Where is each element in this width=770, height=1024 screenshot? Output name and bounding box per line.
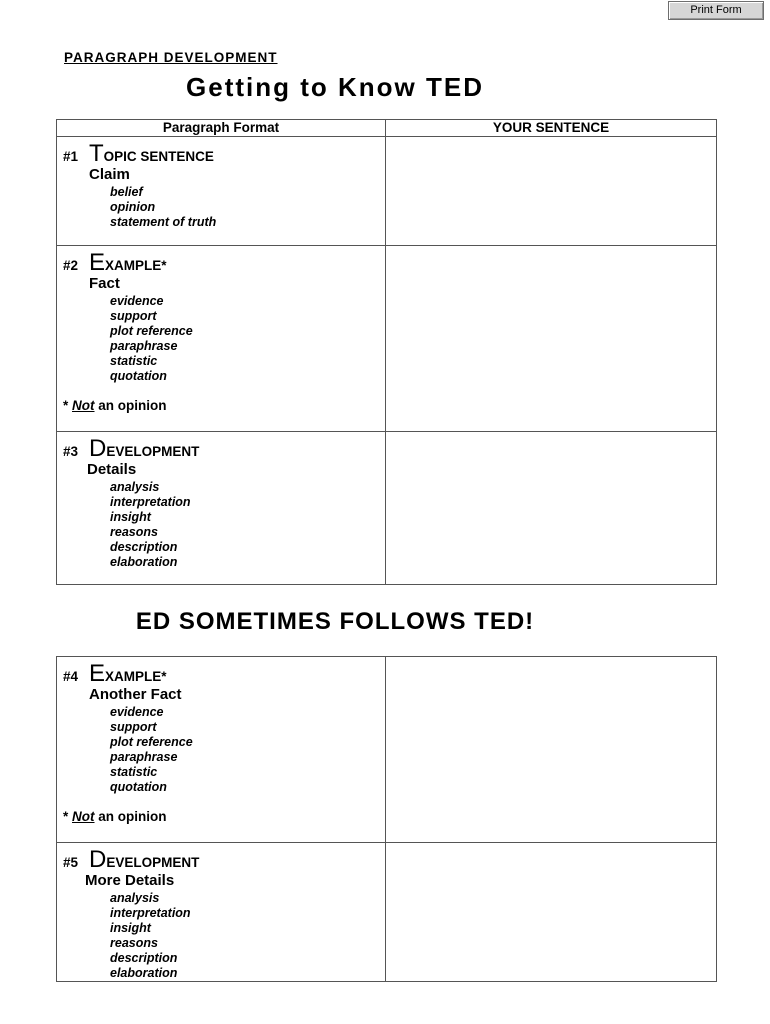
row-heading [63, 140, 385, 168]
banner-heading [0, 608, 770, 636]
your-sentence-field-5[interactable] [386, 843, 717, 982]
row-title: XAMPLE* [105, 258, 167, 273]
page-title [0, 72, 770, 103]
list-item: interpretation [110, 906, 191, 920]
list-item: quotation [110, 780, 167, 794]
list-item: paraphrase [110, 750, 178, 764]
row-title: EVELOPMENT [106, 444, 200, 459]
row-initial: E [89, 249, 106, 276]
row-heading [63, 660, 385, 688]
note-rest: an opinion [94, 809, 167, 824]
section-label: PARAGRAPH DEVELOPMENT [64, 50, 278, 65]
note-star: * [63, 809, 73, 824]
row-initial: D [89, 846, 107, 873]
list-item: quotation [110, 369, 167, 383]
row-subtitle: Details [87, 461, 137, 478]
format-cell-development-2 [57, 843, 386, 982]
ed-table [56, 656, 717, 982]
format-cell-example-2 [57, 657, 386, 843]
table-row-development-2 [57, 843, 717, 982]
list-item: paraphrase [110, 339, 178, 353]
format-cell-example [57, 246, 386, 432]
list-item: statement of truth [110, 215, 217, 229]
list-item: insight [110, 510, 151, 524]
format-cell-topic [57, 137, 386, 246]
word-list [63, 480, 385, 570]
page-title-text: Getting to Know TED [186, 72, 484, 102]
row-subtitle: Another Fact [89, 686, 182, 703]
row-subtitle: More Details [85, 872, 175, 889]
your-sentence-field-4[interactable] [386, 657, 717, 843]
not-an-opinion-note [63, 398, 385, 413]
word-list [63, 891, 385, 981]
row-title: OPIC SENTENCE [103, 149, 214, 164]
list-item: opinion [110, 200, 156, 214]
row-number: #2 [63, 258, 79, 273]
list-item: insight [110, 921, 151, 935]
not-an-opinion-note [63, 809, 385, 824]
row-heading [63, 846, 385, 874]
row-heading [63, 435, 385, 463]
your-sentence-field-1[interactable] [386, 137, 717, 246]
row-title: XAMPLE* [105, 669, 167, 684]
note-not: Not [72, 398, 95, 413]
list-item: support [110, 720, 157, 734]
row-initial: E [89, 660, 106, 687]
row-initial: D [89, 435, 107, 462]
list-item: analysis [110, 891, 160, 905]
table-row-development [57, 432, 717, 585]
row-number: #4 [63, 669, 79, 684]
row-subtitle: Fact [89, 275, 120, 292]
list-item: reasons [110, 525, 158, 539]
row-initial: T [89, 140, 104, 167]
row-number: #5 [63, 855, 79, 870]
banner-text: ED SOMETIMES FOLLOWS TED! [135, 608, 535, 635]
format-cell-development [57, 432, 386, 585]
word-list [63, 705, 385, 795]
header-your-sentence: YOUR SENTENCE [386, 120, 717, 137]
list-item: description [110, 540, 178, 554]
list-item: reasons [110, 936, 158, 950]
row-heading [63, 249, 385, 277]
list-item: elaboration [110, 555, 178, 569]
word-list [63, 185, 385, 230]
table-row-topic [57, 137, 717, 246]
note-star: * [63, 398, 73, 413]
print-form-button[interactable]: Print Form [668, 1, 764, 20]
list-item: evidence [110, 705, 164, 719]
row-number: #1 [63, 149, 79, 164]
list-item: belief [110, 185, 143, 199]
table-row-example [57, 246, 717, 432]
note-rest: an opinion [94, 398, 167, 413]
row-subtitle: Claim [89, 166, 130, 183]
row-number: #3 [63, 444, 79, 459]
header-paragraph-format: Paragraph Format [57, 120, 386, 137]
list-item: support [110, 309, 157, 323]
note-not: Not [72, 809, 95, 824]
your-sentence-field-3[interactable] [386, 432, 717, 585]
list-item: plot reference [110, 735, 193, 749]
list-item: evidence [110, 294, 164, 308]
ted-table [56, 119, 717, 585]
list-item: description [110, 951, 178, 965]
list-item: statistic [110, 765, 158, 779]
list-item: analysis [110, 480, 160, 494]
list-item: elaboration [110, 966, 178, 980]
row-title: EVELOPMENT [106, 855, 200, 870]
list-item: interpretation [110, 495, 191, 509]
list-item: statistic [110, 354, 158, 368]
list-item: plot reference [110, 324, 193, 338]
your-sentence-field-2[interactable] [386, 246, 717, 432]
table-row-example-2 [57, 657, 717, 843]
word-list [63, 294, 385, 384]
